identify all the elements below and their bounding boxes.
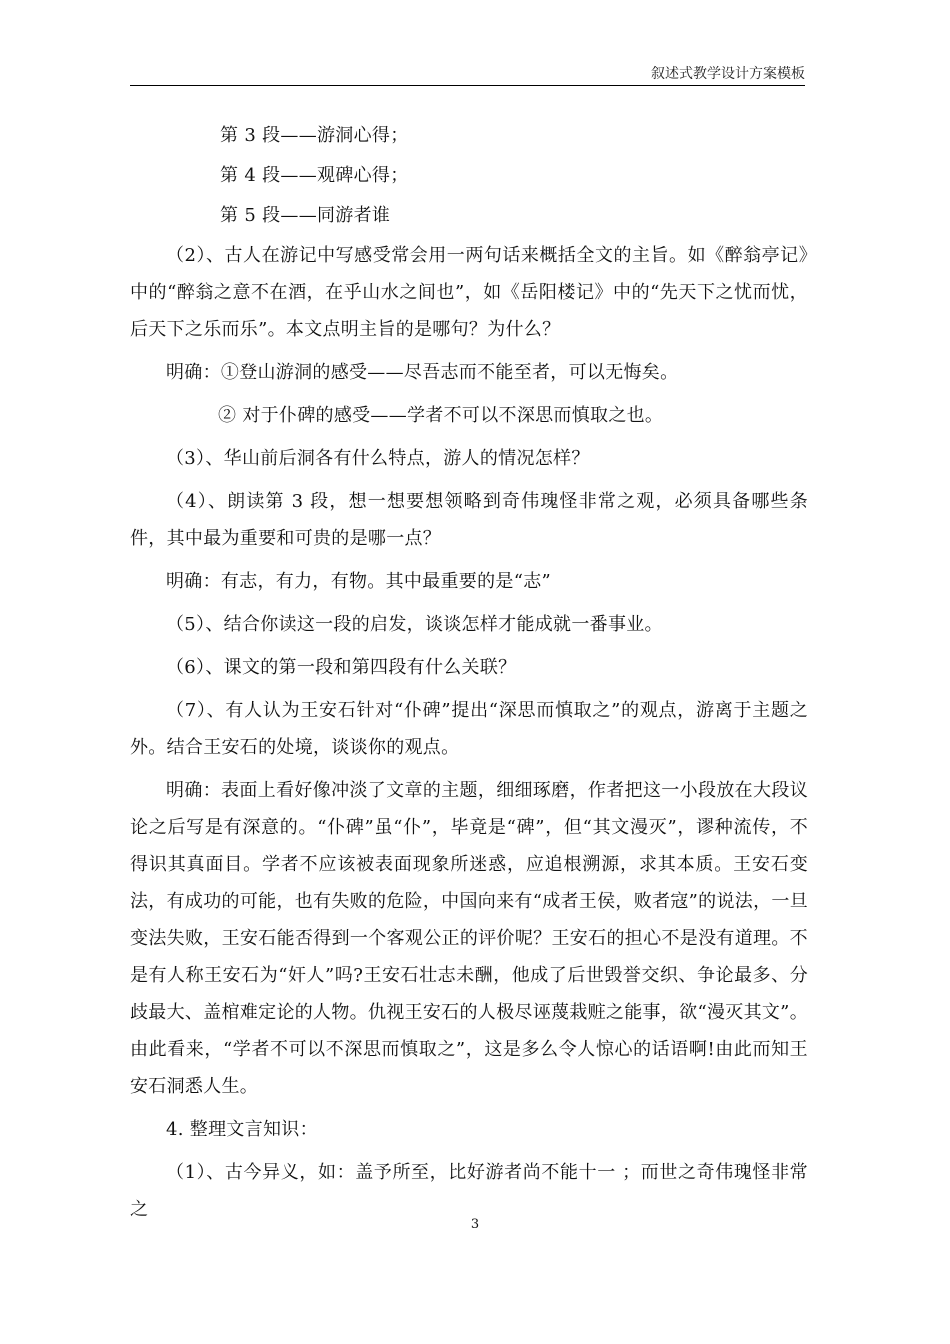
header-divider bbox=[130, 85, 805, 86]
question-7: （7）、有人认为王安石针对“仆碑”提出“深思而慎取之”的观点，游离于主题之外。结合王安石的处境，谈谈你的观点。 bbox=[130, 700, 808, 758]
document-body bbox=[130, 117, 808, 1234]
answer-2-part-1: 明确：①登山游洞的感受——尽吾志而不能至者，可以无悔矣。 bbox=[166, 362, 679, 383]
answer-4: 明确：有志，有力，有物。其中最重要的是“志” bbox=[166, 571, 552, 592]
question-3: （3）、华山前后洞各有什么特点，游人的情况怎样？ bbox=[166, 448, 590, 469]
answer-7: 明确：表面上看好像冲淡了文章的主题，细细琢磨，作者把这一小段放在大段议论之后写是有深意的。“仆碑”虽“仆”，毕竟是“碑”，但“其文漫灭”，谬种流传，不得识其真面目。学者不应该被表面现象所迷惑，应追根溯源，求其本质。王安石变法，有成功的可能，也有失败的危险，中国向来有“成者王侯，败者寇”的说法，一旦变法失败，王安石能否得到一个客观公正的评价呢？王安石的担心不是没有道理。不是有人称王安石为“奸人”吗?王安石壮志未酬，他成了后世毁誉交织、争论最多、分歧最大、盖棺难定论的人物。仇视王安石的人极尽诬蔑栽赃之能事，欲“漫灭其文”。由此看来，“学者不可以不深思而慎取之”，这是多么令人惊心的话语啊!由此而知王安石洞悉人生。 bbox=[130, 780, 808, 1097]
section-heading-classical-knowledge: 4. 整理文言知识： bbox=[166, 1119, 318, 1140]
answer-2-part-2: ② 对于仆碑的感受——学者不可以不深思而慎取之也。 bbox=[218, 405, 664, 426]
page-header-title: 叙述式教学设计方案模板 bbox=[651, 66, 805, 82]
knowledge-item-1: （1）、古今异义，如：盖予所至，比好游者尚不能十一 ；而世之奇伟瑰怪非常之 bbox=[130, 1162, 808, 1220]
outline-item-paragraph-4: 第 4 段——观碑心得； bbox=[220, 165, 409, 186]
question-6: （6）、课文的第一段和第四段有什么关联？ bbox=[166, 657, 517, 678]
outline-item-paragraph-3: 第 3 段——游洞心得； bbox=[220, 125, 409, 146]
question-2: （2）、古人在游记中写感受常会用一两句话来概括全文的主旨。如《醉翁亭记》中的“醉翁之意不在酒，在乎山水之间也”，如《岳阳楼记》中的“先天下之忧而忧，后天下之乐而乐”。本文点明主旨的是哪句？为什么？ bbox=[130, 245, 808, 340]
question-4: （4）、朗读第 3 段，想一想要想领略到奇伟瑰怪非常之观，必须具备哪些条件，其中最为重要和可贵的是哪一点？ bbox=[130, 491, 808, 549]
question-5: （5）、结合你读这一段的启发，谈谈怎样才能成就一番事业。 bbox=[166, 614, 663, 635]
page-number: 3 bbox=[470, 1217, 480, 1232]
outline-item-paragraph-5: 第 5 段——同游者谁 bbox=[220, 205, 391, 226]
